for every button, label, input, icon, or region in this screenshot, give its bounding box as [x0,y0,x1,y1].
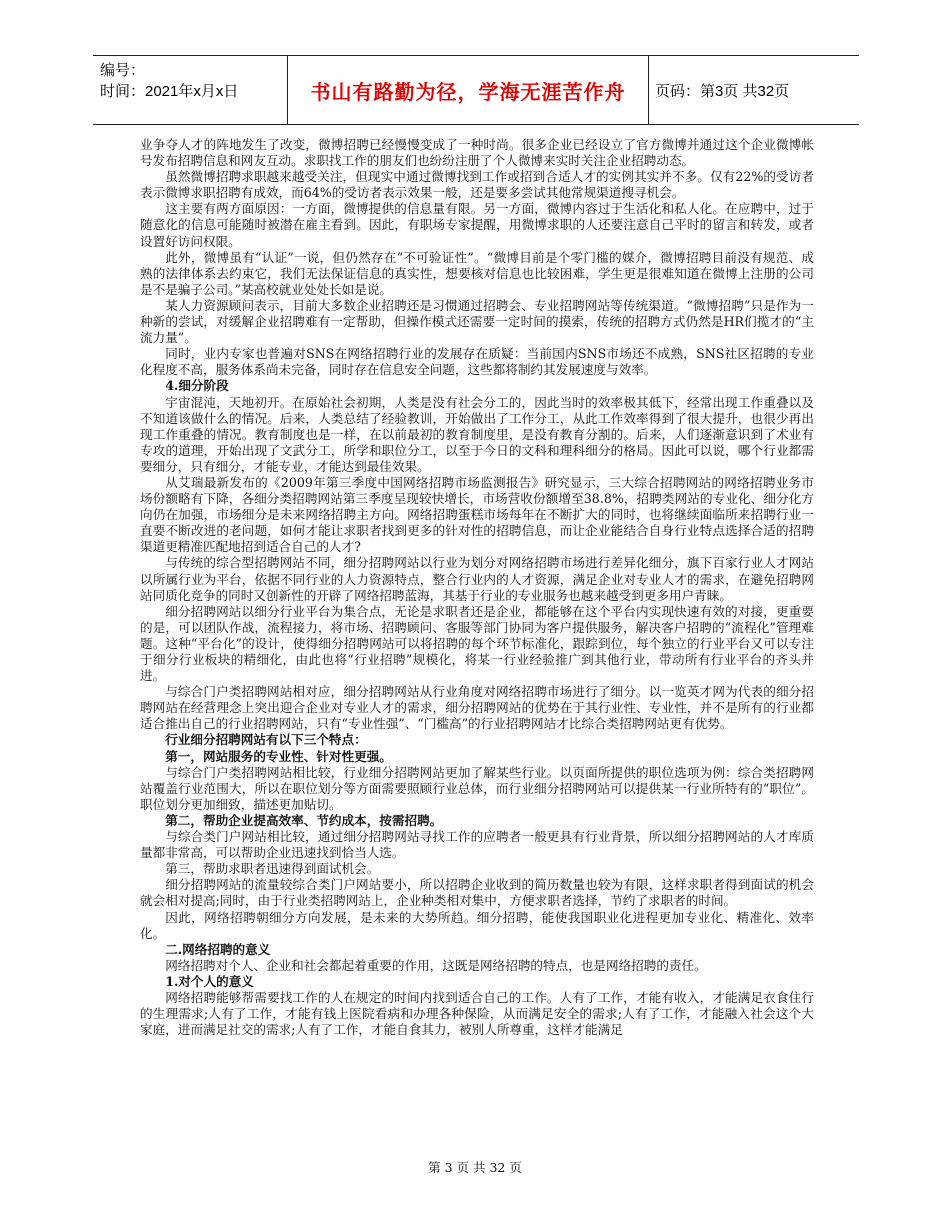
section-heading: 第一，网站服务的专业性、针对性更强。 [165,748,392,764]
time-label: 时间：2021年x月x日 [100,83,239,100]
paragraph: 宇宙混沌，天地初开。在原始社会初期，人类是没有社会分工的，因此当时的效率极其低下，经常出现工作重叠以及不知道该做什么的情况。后来，人类总结了经验教训，开始做出了工作分工，从此工作效率得到了很大提升，也很少再出现工作重叠的情况。教育制度也是一样，在以前最初的教育制度里，是没有教育分割的。后来，人们逐渐意识到了术业有专攻的道理，开始出现了文武分工，所学和职位分工，以至于今日的文科和理科细分的格局。因此可以说，哪个行业都需要细分，只有细分，才能专业，才能达到最佳效果。 [140,394,814,474]
paragraph: 与传统的综合型招聘网站不同，细分招聘网站以行业为划分对网络招聘市场进行差异化细分，旗下百家行业人才网站以所属行业为平台，依据不同行业的人力资源特点，整合行业内的人才资源，满足企业对专业人才的需求，在避免招聘网站同质化竞争的同时又创新性的开辟了网络招聘蓝海，其基于行业的专业服务也越来越受到更多用户青睐。 [140,555,814,603]
paragraph: 同时，业内专家也普遍对SNS在网络招聘行业的发展存在质疑：当前国内SNS市场还不成熟，SNS社区招聘的专业化程度不高，服务体系尚未完备，同时存在信息安全问题，这些都将制约其发展速度与效率。 [140,346,814,378]
footer-page-number: 第 3 页 共 32 页 [428,1160,522,1175]
paragraph: 因此，网络招聘朝细分方向发展，是未来的大势所趋。细分招聘，能使我国职业化进程更加专业化、精准化、效率化。 [140,909,814,941]
section-heading: 行业细分招聘网站有以下三个特点： [165,732,367,748]
paragraph: 此外，微博虽有“认证”一说，但仍然存在“不可验证性”。“微博目前是个零门槛的媒介，微博招聘目前没有规范、成熟的法律体系去约束它，我们无法保证信息的真实性，想要核对信息也比较困难，学生更是很难知道在微博上注册的公司是不是骗子公司。”某高校就业处处长如是说。 [140,249,814,297]
paragraph: 虽然微博招聘求职越来越受关注，但现实中通过微博找到工作或招到合适人才的实例其实并不多。仅有22%的受访者表示微博求职招聘有成效，而64%的受访者表示效果一般，还是要多尝试其他常规渠道搜寻机会。 [140,169,814,201]
page-header [93,55,859,125]
header-meta [100,60,286,102]
paragraph: 这主要有两方面原因：一方面，微博提供的信息量有限。另一方面，微博内容过于生活化和私人化。在应聘中，过于随意化的信息可能随时被潜在雇主看到。因此，有职场专家提醒，用微博求职的人还要注意自己平时的留言和转发，或者设置好访问权限。 [140,201,814,249]
paragraph: 第三，帮助求职者迅速得到面试机会。 [165,861,380,877]
page-footer [0,1158,950,1176]
body-text [140,137,814,1038]
paragraph: 某人力资源顾问表示，目前大多数企业招聘还是习惯通过招聘会、专业招聘网站等传统渠道。“微博招聘”只是作为一种新的尝试，对缓解企业招聘难有一定帮助，但操作模式还需要一定时间的摸索，传统的招聘方式仍然是HR们揽才的“主流力量”。 [140,297,814,346]
header-motto: 书山有路勤为径，学海无涯苦作舟 [287,56,649,124]
paragraph: 网络招聘能够帮需要找工作的人在规定的时间内找到适合自己的工作。人有了工作，才能有收入，才能满足衣食住行的生理需求;人有了工作，才能有钱上医院看病和办理各种保险，从而满足安全的需求;人有了工作，才能融入社会这个大家庭，进而满足社交的需求;人有了工作，才能自食其力，被别人所尊重，这样才能满足 [140,989,814,1038]
section-heading: 4.细分阶段 [165,378,229,394]
paragraph: 业争夺人才的阵地发生了改变，微博招聘已经慢慢变成了一种时尚。很多企业已经设立了官方微博并通过这个企业微博帐号发布招聘信息和网友互动。求职找工作的朋友们也纷纷注册了个人微博来实时关注企业招聘动态。 [140,137,814,169]
paragraph: 网络招聘对个人、企业和社会都起着重要的作用，这既是网络招聘的特点，也是网络招聘的责任。 [165,957,707,973]
number-label: 编号： [100,62,146,79]
paragraph: 细分招聘网站的流量较综合类门户网站要小，所以招聘企业收到的简历数量也较为有限，这样求职者得到面试的机会就会相对提高;同时，由于行业类招聘网站上，企业种类相对集中，方便求职者选择，节约了求职者的时间。 [140,877,814,909]
paragraph: 与综合门户类招聘网站相对应，细分招聘网站从行业角度对网络招聘市场进行了细分。以一览英才网为代表的细分招聘网站在经营理念上突出迎合企业对专业人才的需求，细分招聘网站的优势在于其行业性、专业性，并不是所有的行业都适合推出自己的行业招聘网站，只有“专业性强”、“门槛高”的行业招聘网站才比综合类招聘网站更有优势。 [140,684,814,732]
paragraph: 与综合类门户网站相比较，通过细分招聘网站寻找工作的应聘者一般更具有行业背景，所以细分招聘网站的人才库质量都非常高，可以帮助企业迅速找到恰当人选。 [140,829,814,861]
paragraph: 从艾瑞最新发布的《2009年第三季度中国网络招聘市场监测报告》研究显示，三大综合招聘网站的网络招聘业务市场份额略有下降，各细分类招聘网站第三季度呈现较快增长，市场营收份额增至38.8%，招聘类网站的专业化、细分化方向仍在加强，市场细分是未来网络招聘主方向。网络招聘蛋糕市场每年在不断扩大的同时，也将继续面临所来招聘行业一直要不断改进的老问题，如何才能让求职者找到更多的针对性的招聘信息，而让企业能结合自身行业特点选择合适的招聘渠道更精准匹配地招到适合自己的人才? [140,474,814,555]
header-page-info: 页码：第3页 共32页 [655,82,790,100]
paragraph: 与综合门户类招聘网站相比较，行业细分招聘网站更加了解某些行业。以页面所提供的职位选项为例：综合类招聘网站覆盖行业范围大，所以在职位划分等方面需要照顾行业总体，而行业细分招聘网站可以提供某一行业所特有的“职位”。职位划分更加细致，描述更加贴切。 [140,764,814,812]
section-heading: 1.对个人的意义 [165,973,254,989]
paragraph: 细分招聘网站以细分行业平台为集合点，无论是求职者还是企业，都能够在这个平台内实现快速有效的对接，更重要的是，可以团队作战，流程接力，将市场、招聘顾问、客服等部门协同为客户提供服务，解决客户招聘的“流程化”管理难题。这种“平台化”的设计，使得细分招聘网站可以将招聘的每个环节标准化，跟踪到位，每个独立的行业平台又可以专注于细分行业板块的精细化，由此也将“行业招聘”规模化，将某一行业经验推广到其他行业，带动所有行业平台的齐头并进。 [140,603,814,684]
section-heading: 第二，帮助企业提高效率、节约成本，按需招聘。 [165,812,443,828]
section-heading: 二.网络招聘的意义 [165,941,271,957]
